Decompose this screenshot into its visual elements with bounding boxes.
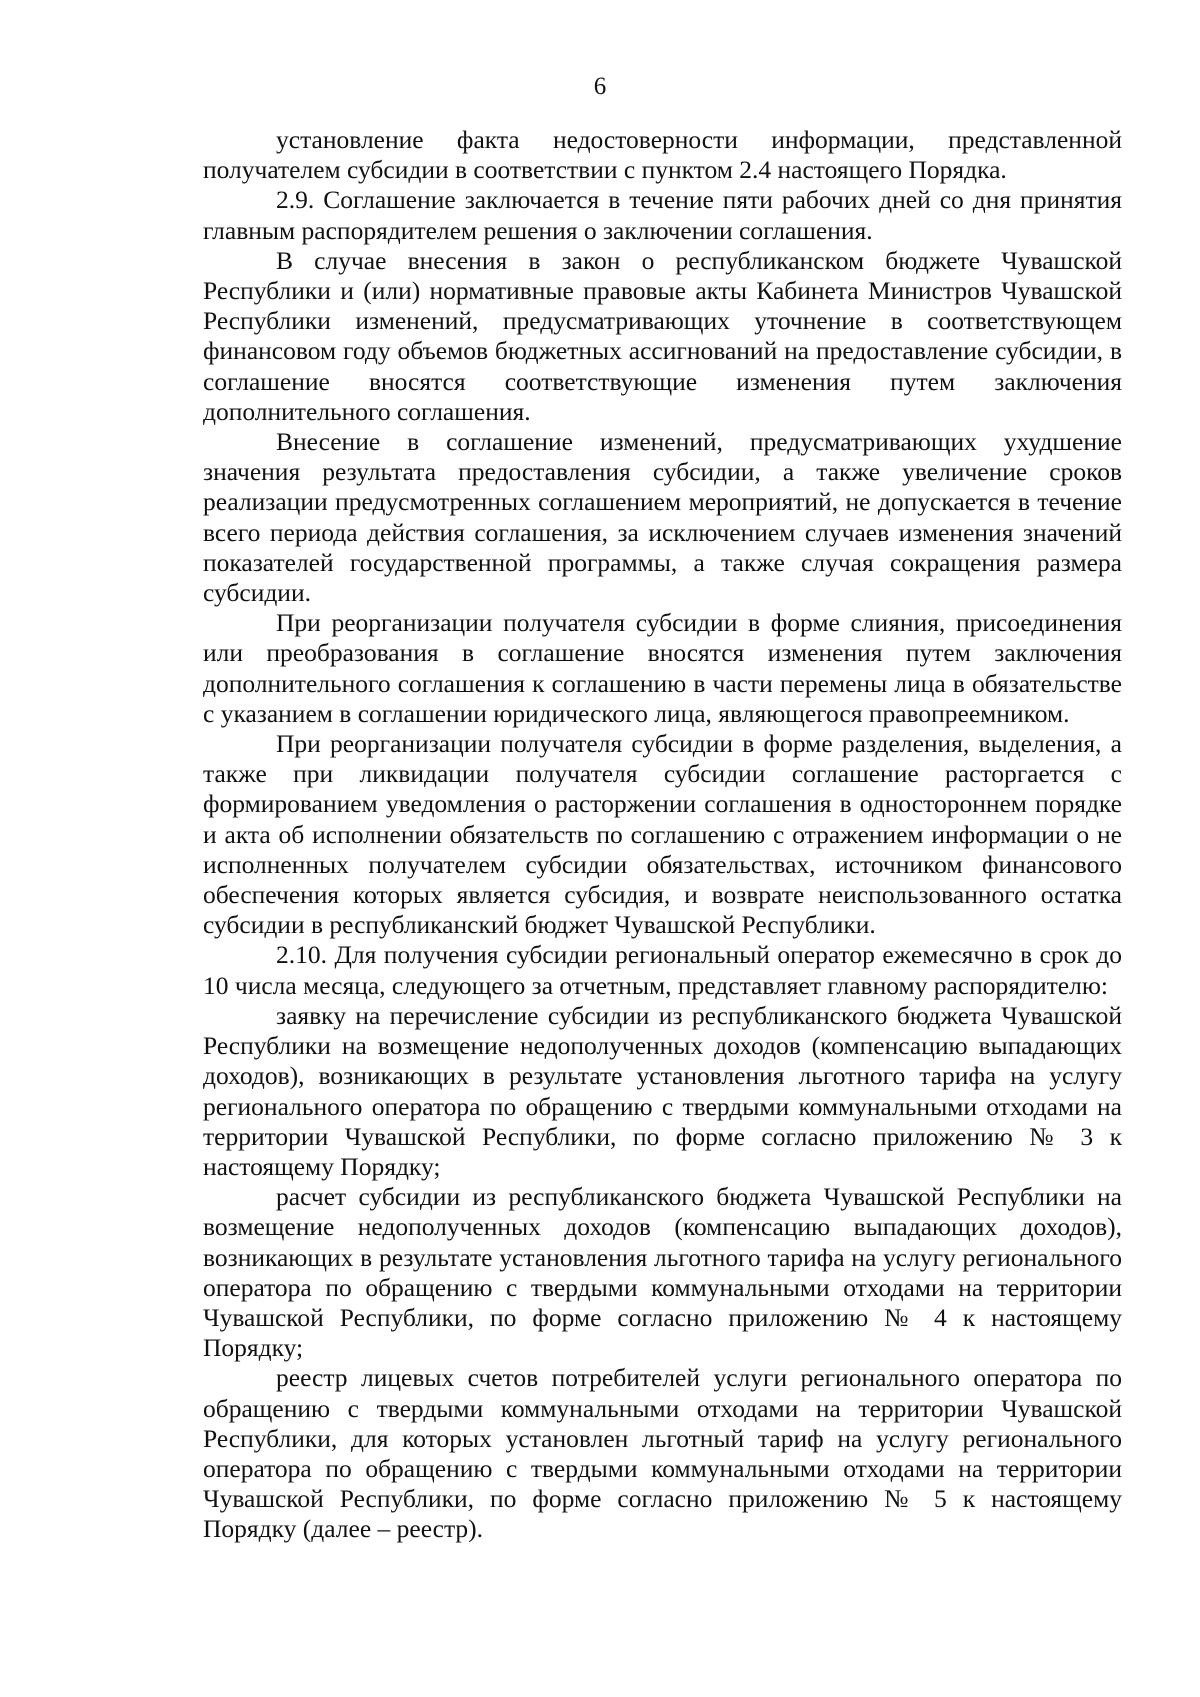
document-body [203,125,1122,1545]
paragraph: расчет субсидии из республиканского бюджета Чувашской Республики на возмещение недополученных доходов (компенсацию выпадающих доходов), возникающих в результате установления льготного тарифа на услугу регионального оператора по обращению с твердыми коммунальными отходами на территории Чувашской Республики, по форме согласно приложению № 4 к настоящему Порядку; [203,1182,1122,1363]
paragraph: В случае внесения в закон о республиканском бюджете Чувашской Республики и (или) нормативные правовые акты Кабинета Министров Чувашской Республики изменений, предусматривающих уточнение в соответствующем финансовом году объемов бюджетных ассигнований на предоставление субсидии, в соглашение вносятся соответствующие изменения путем заключения дополнительного соглашения. [203,245,1122,426]
paragraph: 2.9. Соглашение заключается в течение пяти рабочих дней со дня принятия главным распорядителем решения о заключении соглашения. [203,185,1122,245]
paragraph: реестр лицевых счетов потребителей услуги регионального оператора по обращению с твердыми коммунальными отходами на территории Чувашской Республики, для которых установлен льготный тариф на услугу регионального оператора по обращению с твердыми коммунальными отходами на территории Чувашской Республики, по форме согласно приложению № 5 к настоящему Порядку (далее – реестр). [203,1363,1122,1544]
paragraph: При реорганизации получателя субсидии в форме слияния, присоединения или преобразования в соглашение вносятся изменения путем заключения дополнительного соглашения к соглашению в части перемены лица в обязательстве с указанием в соглашении юридического лица, являющегося правопреемником. [203,608,1122,728]
page-number: 6 [593,73,607,100]
paragraph: При реорганизации получателя субсидии в форме разделения, выделения, а также при ликвидации получателя субсидии соглашение расторгается с формированием уведомления о расторжении соглашения в одностороннем порядке и акта об исполнении обязательств по соглашению с отражением информации о не исполненных получателем субсидии обязательствах, источником финансового обеспечения которых является субсидия, и возврате неиспользованного остатка субсидии в республиканский бюджет Чувашской Республики. [203,729,1122,940]
paragraph: 2.10. Для получения субсидии региональный оператор ежемесячно в срок до 10 числа месяца, следующего за отчетным, представляет главному распорядителю: [203,940,1122,1000]
paragraph: Внесение в соглашение изменений, предусматривающих ухудшение значения результата предоставления субсидии, а также увеличение сроков реализации предусмотренных соглашением мероприятий, не допускается в течение всего периода действия соглашения, за исключением случаев изменения значений показателей государственной программы, а также случая сокращения размера субсидии. [203,427,1122,608]
paragraph: установление факта недостоверности информации, представленной получателем субсидии в соответствии с пунктом 2.4 настоящего Порядка. [203,125,1122,185]
paragraph: заявку на перечисление субсидии из республиканского бюджета Чувашской Республики на возмещение недополученных доходов (компенсацию выпадающих доходов), возникающих в результате установления льготного тарифа на услугу регионального оператора по обращению с твердыми коммунальными отходами на территории Чувашской Республики, по форме согласно приложению № 3 к настоящему Порядку; [203,1000,1122,1181]
